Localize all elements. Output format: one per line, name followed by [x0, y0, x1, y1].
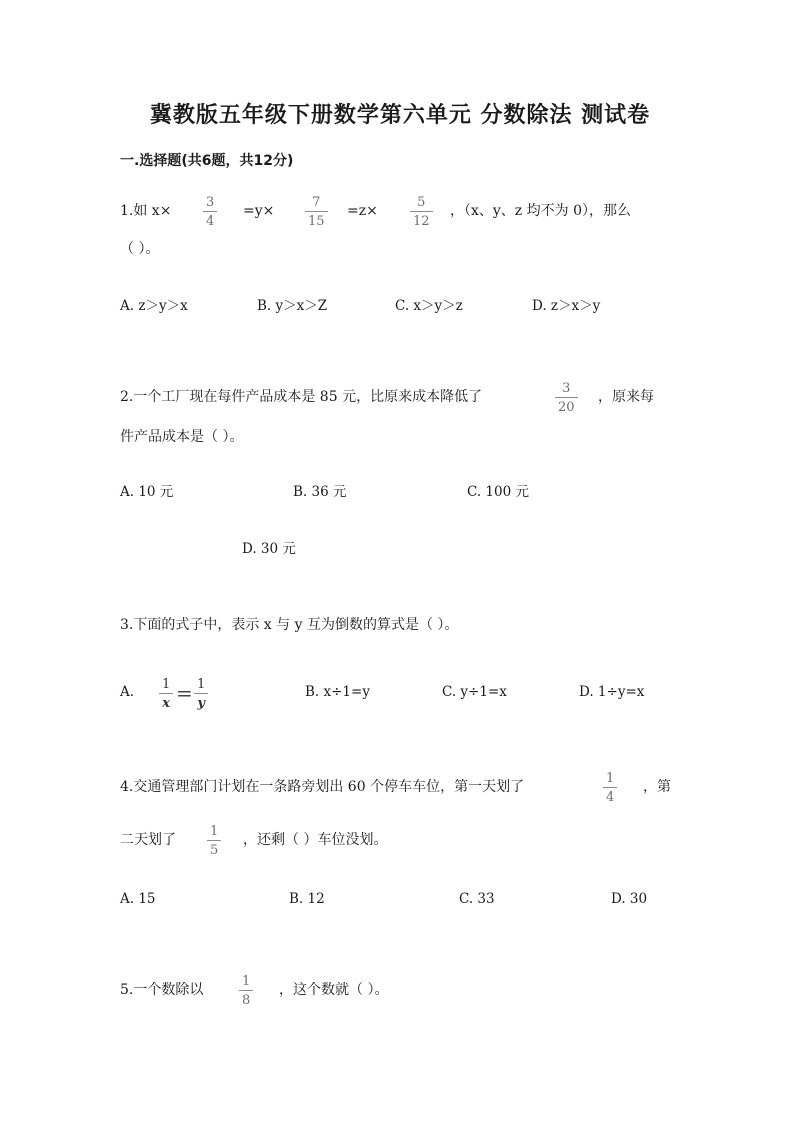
q3-frac2-denominator: y — [197, 696, 205, 711]
q1-fraction-3 — [410, 195, 433, 229]
q1-frac1-denominator: 4 — [206, 214, 215, 229]
q1-text-line2: （ ）。 — [120, 241, 160, 257]
fraction-bar — [239, 990, 253, 991]
q4-fraction-1 — [603, 771, 617, 805]
q1-text-part1: 1.如 x× — [120, 203, 172, 219]
q1-frac1-numerator: 3 — [206, 195, 215, 210]
q3-frac1-denominator: x — [162, 696, 171, 711]
q1-option-d[interactable]: D. z＞x＞y — [532, 298, 601, 314]
q2-text-line2: 件产品成本是（ ）。 — [120, 429, 244, 445]
q5-frac-numerator: 1 — [242, 974, 251, 989]
q5-fraction — [239, 974, 253, 1008]
fraction-bar — [194, 693, 208, 694]
q1-fraction-2 — [305, 195, 328, 229]
q1-text-part2: =y× — [243, 203, 275, 219]
q1-text-part4: ，（x、y、z 均不为 0），那么 — [450, 203, 631, 219]
q4-text-line2b: ，还剩（ ）车位没划。 — [243, 832, 388, 848]
q2-frac-numerator: 3 — [562, 381, 571, 396]
q4-fraction-2 — [207, 824, 221, 858]
q3-option-a-label[interactable]: A. — [120, 684, 135, 700]
q3-option-a-equals: = — [176, 681, 193, 705]
q1-option-a[interactable]: A. z＞y＞x — [120, 298, 188, 314]
q4-frac2-numerator: 1 — [210, 824, 219, 839]
page-title: 冀教版五年级下册数学第六单元 分数除法 测试卷 — [149, 103, 651, 128]
q1-option-c[interactable]: C. x＞y＞z — [395, 298, 463, 314]
q5-frac-denominator: 8 — [242, 993, 251, 1008]
fraction-bar — [305, 211, 328, 212]
q2-text-part2: ，原来每 — [598, 389, 654, 405]
q3-text: 3.下面的式子中，表示 x 与 y 互为倒数的算式是（ ）。 — [120, 617, 459, 633]
q2-option-d[interactable]: D. 30 元 — [242, 541, 296, 557]
q3-option-c[interactable]: C. y÷1=x — [442, 684, 507, 700]
fraction-bar — [603, 787, 617, 788]
q3-option-a-fraction-2 — [194, 677, 208, 711]
q1-frac3-numerator: 5 — [417, 195, 426, 210]
q2-frac-denominator: 20 — [558, 400, 575, 415]
q4-text-line2a: 二天划了 — [120, 832, 176, 848]
q4-option-b[interactable]: B. 12 — [289, 891, 325, 907]
q4-frac2-denominator: 5 — [210, 843, 219, 858]
q4-text-part1: 4.交通管理部门计划在一条路旁划出 60 个停车车位，第一天划了 — [120, 779, 525, 795]
fraction-bar — [410, 211, 433, 212]
fraction-bar — [555, 397, 578, 398]
q2-text-part1: 2.一个工厂现在每件产品成本是 85 元，比原来成本降低了 — [120, 389, 483, 405]
q2-fraction — [555, 381, 578, 415]
q5-text-part1: 5.一个数除以 — [120, 982, 204, 998]
q1-frac2-denominator: 15 — [308, 214, 325, 229]
q1-text-part3: =z× — [347, 203, 378, 219]
q3-frac2-numerator: 1 — [197, 677, 206, 692]
q5-text-part2: ，这个数就（ ）。 — [279, 982, 389, 998]
section-heading: 一.选择题(共6题，共12分) — [120, 153, 294, 169]
q2-option-a[interactable]: A. 10 元 — [120, 484, 174, 500]
q1-option-b[interactable]: B. y＞x＞Z — [257, 298, 328, 314]
fraction-bar — [207, 840, 221, 841]
q1-frac2-numerator: 7 — [312, 195, 321, 210]
fraction-bar — [203, 211, 217, 212]
q4-frac1-numerator: 1 — [606, 771, 615, 786]
q4-text-part2: ，第 — [643, 779, 671, 795]
q4-option-a[interactable]: A. 15 — [120, 891, 156, 907]
fraction-bar — [159, 693, 173, 694]
q4-option-d[interactable]: D. 30 — [611, 891, 648, 907]
q2-option-c[interactable]: C. 100 元 — [467, 484, 529, 500]
q2-option-b[interactable]: B. 36 元 — [293, 484, 347, 500]
q1-fraction-1 — [203, 195, 217, 229]
q1-frac3-denominator: 12 — [413, 214, 430, 229]
q3-option-d[interactable]: D. 1÷y=x — [579, 684, 645, 700]
q3-option-a-fraction-1 — [159, 677, 173, 711]
q3-frac1-numerator: 1 — [162, 677, 171, 692]
q3-option-b[interactable]: B. x÷1=y — [305, 684, 370, 700]
q4-option-c[interactable]: C. 33 — [459, 891, 495, 907]
q4-frac1-denominator: 4 — [606, 790, 615, 805]
